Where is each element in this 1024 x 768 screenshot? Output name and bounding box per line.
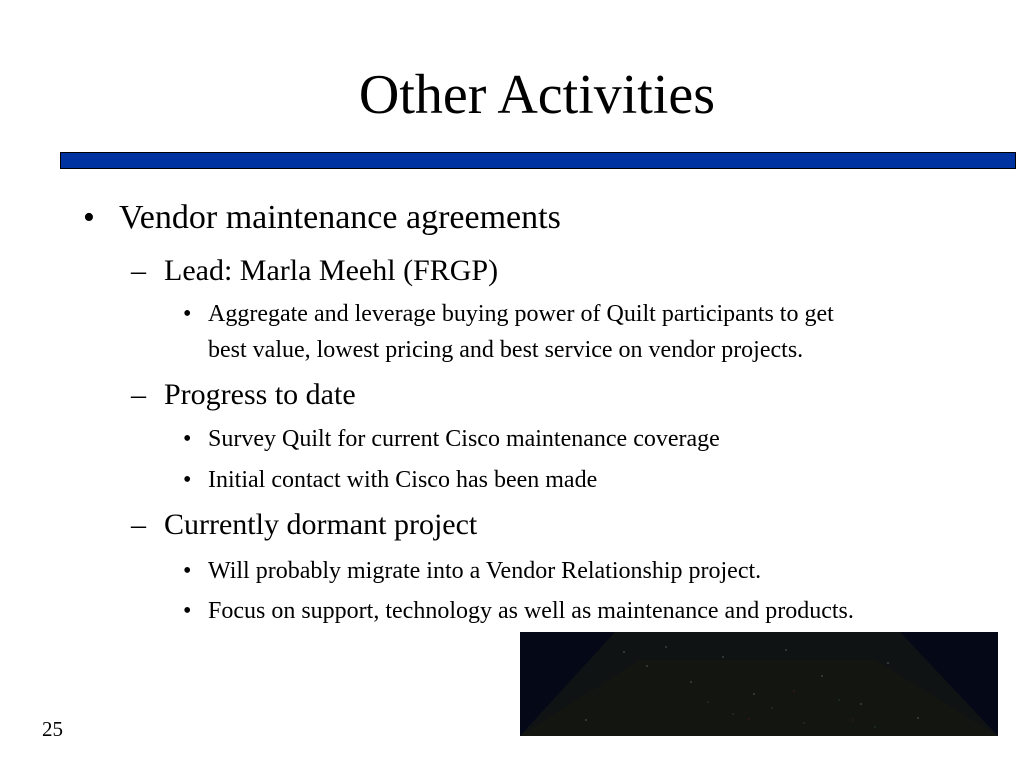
progress-detail-survey-marker: • <box>183 426 192 452</box>
subpoint-dormant-text: Currently dormant project <box>164 508 478 541</box>
lead-detail-text-line-2: best value, lowest pricing and best service on vendor projects. <box>208 337 804 363</box>
main-bullet-text: Vendor maintenance agreements <box>119 199 561 236</box>
subpoint-progress-text: Progress to date <box>164 378 356 411</box>
dormant-detail-migrate-marker: • <box>183 558 192 584</box>
slide-page-number: 25 <box>42 717 63 741</box>
subpoint-lead-marker: – <box>131 254 146 287</box>
progress-detail-contact-marker: • <box>183 467 192 493</box>
night-sky-image <box>520 632 998 736</box>
progress-detail-contact-text: Initial contact with Cisco has been made <box>208 467 598 493</box>
dormant-detail-migrate-text: Will probably migrate into a Vendor Relationship project. <box>208 558 762 584</box>
main-bullet-marker: • <box>83 199 95 236</box>
night-sky-graphic <box>520 632 998 736</box>
lead-detail-marker: • <box>183 301 192 327</box>
dormant-detail-focus-marker: • <box>183 598 192 624</box>
subpoint-lead-text: Lead: Marla Meehl (FRGP) <box>164 254 499 287</box>
subpoint-dormant-marker: – <box>131 508 146 541</box>
subpoint-progress-marker: – <box>131 378 146 411</box>
lead-detail-text-line-1: Aggregate and leverage buying power of Quilt participants to get <box>208 301 834 327</box>
progress-detail-survey-text: Survey Quilt for current Cisco maintenance coverage <box>208 426 720 452</box>
dormant-detail-focus-text: Focus on support, technology as well as maintenance and products. <box>208 598 854 624</box>
lead-detail-line-2 <box>208 335 803 365</box>
slide-title: Other Activities <box>358 64 716 126</box>
